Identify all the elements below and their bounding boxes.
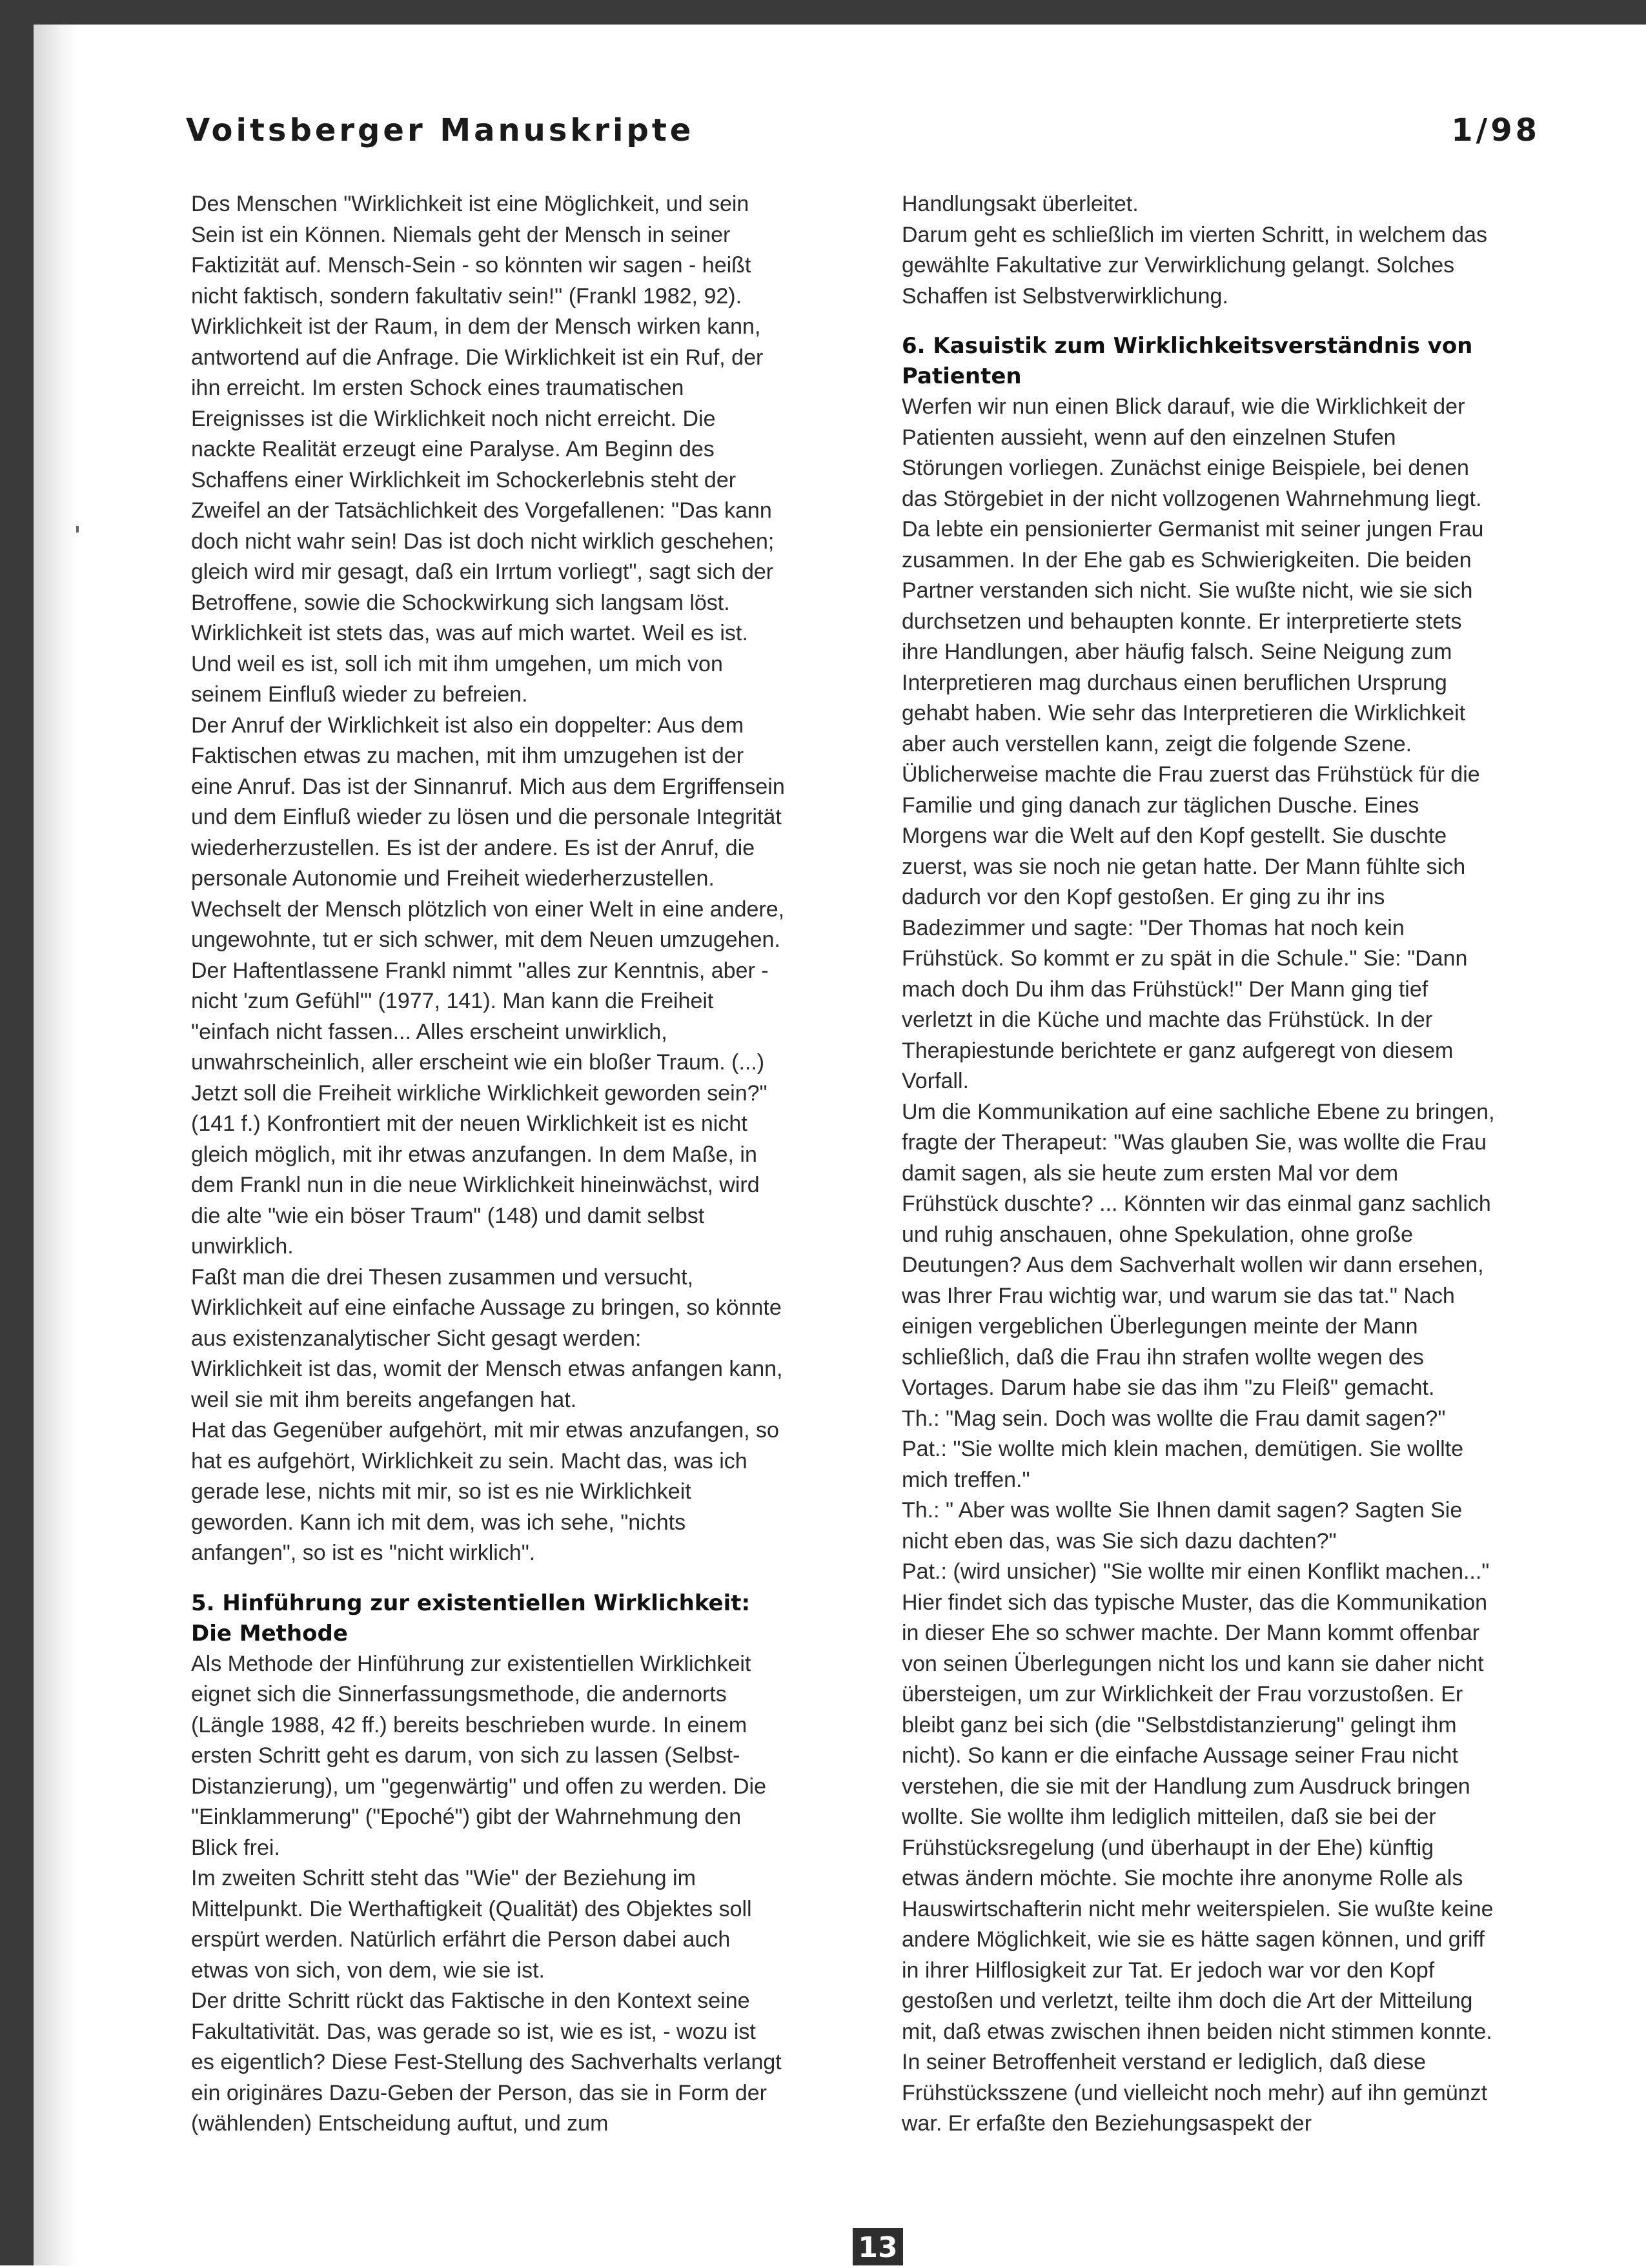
paragraph: Th.: "Mag sein. Doch was wollte die Frau damit sagen?": [902, 1406, 1446, 1431]
paragraph: Der Anruf der Wirklichkeit ist also ein doppelter: Aus dem Faktischen etwas zu machen, mit ihm umzugehen ist der eine Anruf. Das ist der Sinnanruf. Mich aus dem Ergriffensein und dem Einfluß wieder zu lösen und die personale Integrität wiederherzustellen. Es ist der andere. Es ist der Anruf, die personale Autonomie und Freiheit wiederherzustellen.: [191, 713, 785, 891]
paragraph: Faßt man die drei Thesen zusammen und versucht, Wirklichkeit auf eine einfache Aussage zu bringen, so könnte aus existenzanalytischer Sicht gesagt werden:: [191, 1264, 782, 1351]
paragraph: Da lebte ein pensionierter Germanist mit seiner jungen Frau zusammen. In der Ehe gab es Schwierigkeiten. Die beiden Partner verstanden sich nicht. Sie wußte nicht, wie sie sich durchsetzen und behaupten konnte. Er interpretierte stets ihre Handlungen, aber häufig falsch. Seine Neigung zum Interpretieren mag durchaus einen beruflichen Ursprung gehabt haben. Wie sehr das Interpretieren die Wirklichkeit aber auch verstellen kann, zeigt die folgende Szene.: [902, 517, 1484, 756]
page-number: 13: [853, 2228, 903, 2265]
scan-border-left: [0, 0, 34, 2265]
paragraph: Wirklichkeit ist stets das, was auf mich wartet. Weil es ist. Und weil es ist, soll ich mit ihm umgehen, um mich von seinem Einfluß wieder zu befreien.: [191, 621, 748, 707]
left-column: [191, 189, 785, 2140]
paragraph: Als Methode der Hinführung zur existentiellen Wirklichkeit eignet sich die Sinnerfassungsmethode, die andernorts (Längle 1988, 42 ff.) bereits beschrieben wurde. In einem ersten Schritt geht es darum, von sich zu lassen (Selbst-Distanzierung), um "gegenwärtig" und offen zu werden. Die "Einklammerung" ("Epoché") gibt der Wahrnehmung den Blick frei.: [191, 1651, 767, 1860]
margin-mark: [76, 526, 79, 532]
page-header: [186, 90, 1540, 148]
page-binding-shadow: [34, 25, 79, 2265]
paragraph: Im zweiten Schritt steht das "Wie" der Beziehung im Mittelpunkt. Die Werthaftigkeit (Qualität) des Objektes soll erspürt werden. Natürlich erfährt die Person dabei auch etwas von sich, von dem, wie sie ist.: [191, 1866, 752, 1983]
section-heading: 6. Kasuistik zum Wirklichkeitsverständnis von Patienten: [902, 333, 1473, 389]
right-column: [902, 189, 1496, 2140]
paragraph: Um die Kommunikation auf eine sachliche Ebene zu bringen, fragte der Therapeut: "Was glauben Sie, was wollte die Frau damit sagen, als sie heute zum ersten Mal vor dem Frühstück duschte? ... Könnten wir das einmal ganz sachlich und ruhig anschauen, ohne Spekulation, ohne große Deutungen? Aus dem Sachverhalt wollen wir dann ersehen, was Ihrer Frau wichtig war, und warum sie das tat." Nach einigen vergeblichen Überlegungen meinte der Mann schließlich, daß die Frau ihn strafen wollte wegen des Vortages. Darum habe sie das ihm "zu Fleiß" gemacht.: [902, 1099, 1495, 1400]
paragraph: Der dritte Schritt rückt das Faktische in den Kontext seine Fakultativität. Das, was gerade so ist, wie es ist, - wozu ist es eigentlich? Diese Fest-Stellung des Sachverhalts verlangt ein originäres Dazu-Geben der Person, das sie in Form der (wählenden) Entscheidung auftut, und zum: [191, 1989, 782, 2136]
paragraph: Hier findet sich das typische Muster, das die Kommunikation in dieser Ehe so schwer machte. Der Mann kommt offenbar von seinen Überlegungen nicht los und kann sie daher nicht übersteigen, um zur Wirklichkeit der Frau vorzustoßen. Er bleibt ganz bei sich (die "Selbstdistanzierung" gelingt ihm nicht). So kann er die einfache Aussage seiner Frau nicht verstehen, die sie mit der Handlung zum Ausdruck bringen wollte. Sie wollte ihm lediglich mitteilen, daß sie bei der Frühstücksregelung (und überhaupt in der Ehe) künftig etwas ändern möchte. Sie mochte ihre anonyme Rolle als Hauswirtschafterin nicht mehr weiterspielen. Sie wußte keine andere Möglichkeit, wie sie es hätte sagen können, und griff in ihrer Hilflosigkeit zur Tat. Er jedoch war vor den Kopf gestoßen und verletzt, teilte ihm doch die Art der Mitteilung mit, daß etwas zwischen ihnen beiden nicht stimmen konnte. In seiner Betroffenheit verstand er lediglich, daß diese Frühstücksszene (und vielleicht noch mehr) auf ihn gemünzt war. Er erfaßte den Beziehungsaspekt der: [902, 1590, 1494, 2136]
paragraph: Werfen wir nun einen Blick darauf, wie die Wirklichkeit der Patienten aussieht, wenn auf den einzelnen Stufen Störungen vorliegen. Zunächst einige Beispiele, bei denen das Störgebiet in der nicht vollzogenen Wahrnehmung liegt.: [902, 394, 1482, 511]
paragraph: Pat.: "Sie wollte mich klein machen, demütigen. Sie wollte mich treffen.": [902, 1437, 1464, 1492]
paragraph: Des Menschen "Wirklichkeit ist eine Möglichkeit, und sein Sein ist ein Können. Niemals geht der Mensch in seiner Faktizität auf. Mensch-Sein - so könnten wir sagen - heißt nicht faktisch, sondern fakultativ sein!" (Frankl 1982, 92).: [191, 192, 751, 309]
paragraph: Th.: " Aber was wollte Sie Ihnen damit sagen? Sagten Sie nicht eben das, was Sie sich dazu dachten?": [902, 1498, 1463, 1554]
issue-number: 1/98: [1451, 112, 1540, 148]
paragraph: Wirklichkeit ist das, womit der Mensch etwas anfangen kann, weil sie mit ihm bereits angefangen hat.: [191, 1357, 783, 1412]
paragraph: Wechselt der Mensch plötzlich von einer Welt in eine andere, ungewohnte, tut er sich schwer, mit dem Neuen umzugehen. Der Haftentlassene Frankl nimmt "alles zur Kenntnis, aber - nicht 'zum Gefühl'" (1977, 141). Man kann die Freiheit "einfach nicht fassen... Alles erscheint unwirklich, unwahrscheinlich, aller erscheint wie ein bloßer Traum. (...) Jetzt soll die Freiheit wirkliche Wirklichkeit geworden sein?" (141 f.) Konfrontiert mit der neuen Wirklichkeit ist es nicht gleich möglich, mit ihr etwas anzufangen. In dem Maße, in dem Frankl nun in die neue Wirklichkeit hineinwächst, wird die alte "wie ein böser Traum" (148) und damit selbst unwirklich.: [191, 896, 785, 1259]
paragraph: Wirklichkeit ist der Raum, in dem der Mensch wirken kann, antwortend auf die Anfrage. Die Wirklichkeit ist ein Ruf, der ihn erreicht. Im ersten Schock eines traumatischen Ereignisses ist die Wirklichkeit noch nicht erreicht. Die nackte Realität erzeugt eine Paralyse. Am Beginn des Schaffens einer Wirklichkeit im Schockerlebnis steht der Zweifel an der Tatsächlichkeit des Vorgefallenen: "Das kann doch nicht wahr sein! Das ist doch nicht wirklich geschehen; gleich wird mir gesagt, daß ein Irrtum vorliegt", sagt sich der Betroffene, sowie die Schockwirkung sich langsam löst.: [191, 314, 775, 615]
paragraph: Üblicherweise machte die Frau zuerst das Frühstück für die Familie und ging danach zur täglichen Dusche. Eines Morgens war die Welt auf den Kopf gestellt. Sie duschte zuerst, was sie noch nie getan hatte. Der Mann fühlte sich dadurch vor den Kopf gestoßen. Er ging zu ihr ins Badezimmer und sagte: "Der Thomas hat noch kein Frühstück. So kommt er zu spät in die Schule." Sie: "Dann mach doch Du ihm das Frühstück!" Der Mann ging tief verletzt in die Küche und machte das Frühstück. In der Therapiestunde berichtete er ganz aufgeregt von diesem Vorfall.: [902, 762, 1480, 1093]
journal-title: Voitsberger Manuskripte: [186, 112, 695, 148]
paragraph: Pat.: (wird unsicher) "Sie wollte mir einen Konflikt machen...": [902, 1559, 1490, 1584]
paragraph: Hat das Gegenüber aufgehört, mit mir etwas anzufangen, so hat es aufgehört, Wirklichkeit zu sein. Macht das, was ich gerade lese, nichts mit mir, so ist es nie Wirklichkeit geworden. Kann ich mit dem, was ich sehe, "nichts anfangen", so ist es "nicht wirklich".: [191, 1418, 779, 1565]
scan-border-top: [0, 0, 1646, 25]
section-heading: 5. Hinführung zur existentiellen Wirklichkeit: Die Methode: [191, 1590, 751, 1646]
paragraph: Handlungsakt überleitet.: [902, 192, 1139, 216]
paragraph: Darum geht es schließlich im vierten Schritt, in welchem das gewählte Fakultative zur Verwirklichung gelangt. Solches Schaffen ist Selbstverwirklichung.: [902, 222, 1487, 309]
